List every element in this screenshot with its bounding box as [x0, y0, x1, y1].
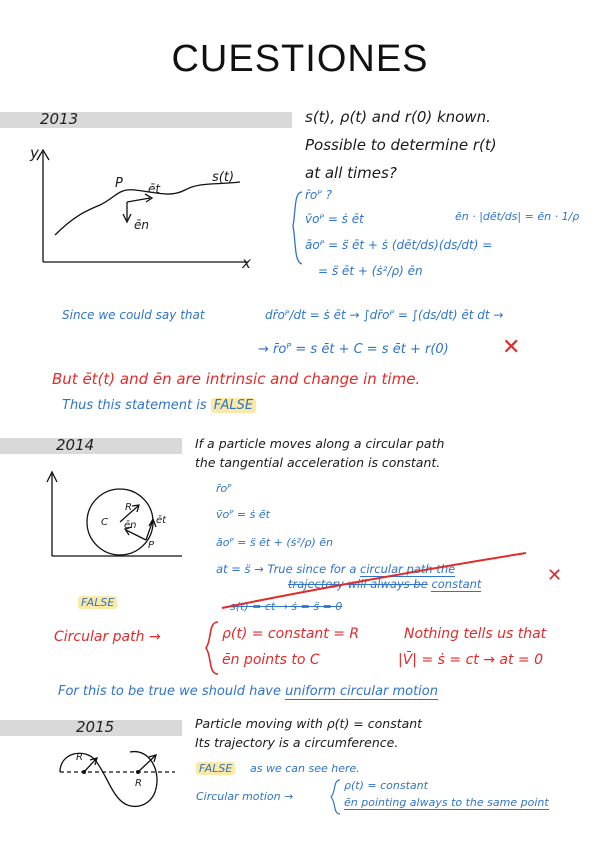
- center-c-label: C: [101, 517, 108, 528]
- since-equation: dr̄oᴾ/dt = ṡ ēt → ∫dr̄oᴾ = ∫(ds/dt) ēt dt →: [265, 308, 504, 322]
- circular-motion-label: Circular motion →: [196, 790, 294, 803]
- false-highlight-2013: FALSE: [211, 398, 256, 413]
- eq-2014-velocity: v̄oᴾ = ṡ ēt: [216, 508, 270, 521]
- statement-2014-line-1: If a particle moves along a circular path: [195, 436, 445, 451]
- point-p-label-2014: P: [148, 540, 155, 551]
- since-label: Since we could say that: [62, 308, 205, 322]
- statement-2015-line-2: Its trajectory is a circumference.: [195, 735, 399, 750]
- axis-x-label: x: [242, 254, 251, 272]
- eq-2013-position: r̄oᴾ ?: [305, 188, 333, 202]
- et-label-2014: ēt: [156, 515, 167, 526]
- at-text: at = s̈ → True since for a: [216, 562, 357, 576]
- eq-2013-side-note: ēn · |dēt/ds| = ēn · 1/ρ: [455, 210, 580, 223]
- axis-y-label: y: [30, 144, 39, 162]
- en-label-2014: ēn: [124, 520, 137, 531]
- eq-2013-velocity: v̄oᴾ = ṡ ēt: [305, 212, 364, 226]
- speed-equation: |V̄| = ṡ = ct → at = 0: [398, 652, 543, 668]
- but-statement: But ēt(t) and ēn are intrinsic and change in time.: [52, 370, 421, 388]
- section-year-2013: 2013: [40, 110, 79, 128]
- false-highlight-2014: FALSE: [78, 596, 117, 609]
- uniform-circular-underline: uniform circular motion: [285, 684, 438, 699]
- rho-constant: ρ(t) = constant = R: [222, 626, 360, 642]
- statement-2014-line-2: the tangential acceleration is constant.: [195, 455, 441, 470]
- nothing-tells-us: Nothing tells us that: [404, 626, 547, 642]
- en-label: ēn: [134, 218, 149, 232]
- eq-2013-acceleration-result: = s̈ ēt + (ṡ²/ρ) ēn: [318, 264, 423, 278]
- as-we-can-see: as we can see here.: [250, 762, 360, 775]
- en-pointing-line: [344, 796, 549, 809]
- radius-label-2: R: [135, 778, 142, 789]
- radius-label-1: R: [76, 752, 83, 763]
- statement-2013-line-3: at all times?: [305, 164, 397, 182]
- radius-r-label: R: [125, 502, 132, 513]
- struck-equation: s(t) = ct → ṡ = s̈ = 0: [230, 600, 343, 613]
- eq-2013-acceleration: āoᴾ = s̈ ēt + ṡ (dēt/ds)(ds/dt) =: [305, 238, 493, 252]
- statement-2013-line-2: Possible to determine r(t): [305, 136, 497, 154]
- eq-2014-acceleration: āoᴾ = s̈ ēt + (ṡ²/ρ) ēn: [216, 536, 334, 549]
- section-year-2014: 2014: [56, 436, 95, 454]
- rho-constant-2015: ρ(t) = constant: [344, 779, 428, 792]
- wrong-mark-2013: ✕: [502, 335, 521, 360]
- statement-2015-line-1: Particle moving with ρ(t) = constant: [195, 716, 423, 731]
- position-result: → r̄oᴾ = s ēt + C = s ēt + r(0): [258, 342, 449, 357]
- at-underline: circular path the: [360, 562, 456, 576]
- circular-path-label: Circular path →: [54, 629, 161, 645]
- section-year-2015: 2015: [76, 718, 115, 736]
- thus-text: Thus this statement is: [62, 398, 207, 413]
- page-title: CUESTIONES: [171, 38, 429, 80]
- for-text: For this to be true we should have: [58, 684, 281, 699]
- et-label: ēt: [148, 182, 161, 196]
- en-pointing-text: ēn pointing always to the same point: [344, 796, 549, 809]
- en-points-to-c: ēn points to C: [222, 652, 320, 668]
- eq-2014-position: r̄oᴾ: [216, 482, 232, 495]
- wrong-mark-2014: ✕: [547, 565, 563, 586]
- constant-underline: constant: [431, 577, 482, 591]
- trajectory-text: trajectory will always be: [288, 577, 428, 591]
- curve-label: s(t): [212, 170, 235, 185]
- false-highlight-2015: FALSE: [196, 762, 235, 775]
- point-p-label: P: [115, 176, 123, 191]
- statement-2013-line-1: s(t), ρ(t) and r(0) known.: [305, 108, 491, 126]
